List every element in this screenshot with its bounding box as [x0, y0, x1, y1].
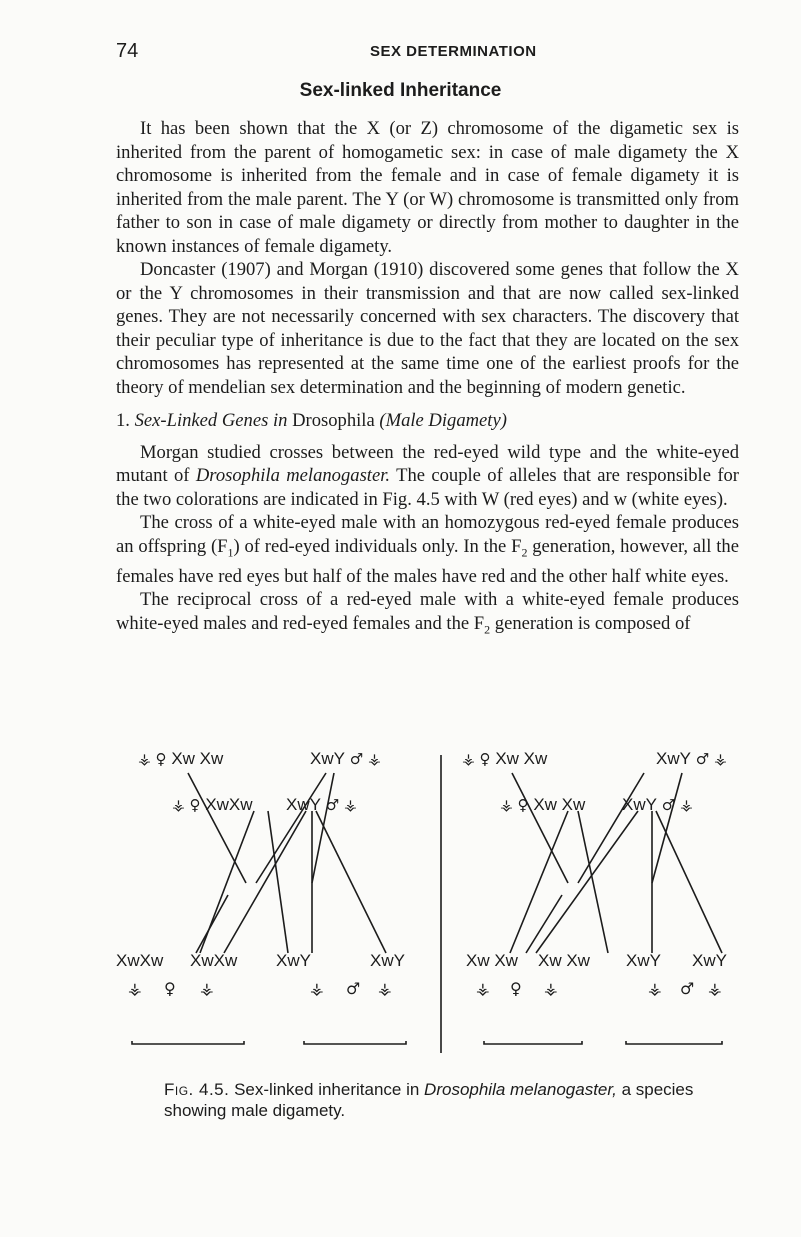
eye-icon: ⚶ [713, 750, 727, 768]
right-f2-genotype-1: Xw Xw [466, 951, 518, 970]
right-f2-genotype-4: XwY [692, 951, 727, 970]
p3-text-a: Morgan studied crosses between the red-eyed wild type and the white-eyed mutant of [116, 441, 739, 486]
eye-icon: ⚶ [343, 796, 357, 814]
subsection-number: 1. [116, 410, 130, 431]
female-symbol: ♀ [479, 750, 491, 768]
p4-text-c: generation, however, all the females have red eyes but half of the males have red and the other half white eyes. [116, 535, 739, 587]
left-f2-genotype-2: XwXw [190, 951, 238, 970]
eye-icon: ⚶ [476, 979, 490, 998]
right-f1-male-genotype: XwY [622, 795, 657, 814]
subsection-title-b: Drosophila [292, 410, 375, 431]
p5-text-a: The reciprocal cross of a red-eyed male with a white-eyed female produces white-eyed males and red-eyed females and the F [116, 589, 739, 634]
caption-text-b: a species showing male digamety. [164, 1080, 694, 1120]
eye-icon: ⚶ [128, 979, 142, 998]
subsection-title-a: Sex-Linked Genes in [134, 410, 288, 431]
male-symbol: ♂ [661, 796, 676, 814]
left-f2-genotype-3: XwY [276, 951, 311, 970]
p3-species: Drosophila melanogaster. [195, 465, 391, 486]
left-f2-genotype-4: XwY [370, 951, 405, 970]
subsection-title-c: (Male Digamety) [379, 410, 507, 431]
p4-sub-1: 1 [227, 545, 234, 560]
male-symbol: ♂ [325, 796, 340, 814]
eye-icon: ⚶ [138, 750, 151, 768]
right-parent-male [656, 749, 727, 769]
eye-icon: ⚶ [172, 796, 185, 814]
p4-sub-2: 2 [521, 545, 528, 560]
paragraph-1: It has been shown that the X (or Z) chromosome of the digametic sex is inherited from the parent of homogametic sex: in case of male digamety the X chromosome is inherited from the female and in case of female digamety it is inherited from the male parent. The Y (or W) chromosome is transmitted only from father to son in case of male digamety or directly from mother to daughter in the known instances of female digamety. [116, 118, 739, 257]
eye-icon: ⚶ [200, 979, 214, 998]
subsection-heading [116, 409, 739, 433]
eye-icon: ⚶ [500, 796, 513, 814]
eye-icon: ⚶ [544, 979, 558, 998]
paragraph-4 [116, 511, 739, 588]
right-parent-female [462, 749, 547, 769]
female-symbol: ♀ [155, 750, 167, 768]
eye-icon: ⚶ [310, 979, 324, 998]
right-parent-male-genotype: XwY [656, 749, 691, 768]
left-f1-male [286, 795, 357, 815]
p5-sub: 2 [484, 622, 491, 637]
right-f1-female [500, 795, 585, 815]
male-symbol: ♂ [695, 750, 710, 768]
female-symbol: ♀ [164, 979, 176, 998]
left-f1-female [172, 795, 253, 815]
eye-icon: ⚶ [367, 750, 381, 768]
eye-icon: ⚶ [679, 796, 693, 814]
p4-text-a: The cross of a white-eyed male with an homozygous red-eyed female produces an offspring (F [116, 512, 739, 557]
right-f2-genotype-2: Xw Xw [538, 951, 590, 970]
page-number: 74 [116, 40, 139, 62]
right-f2-genotype-3: XwY [626, 951, 661, 970]
male-symbol: ♂ [680, 979, 695, 998]
body-text [116, 117, 739, 642]
right-panel [446, 749, 739, 1065]
left-f1-male-genotype: XwY [286, 795, 321, 814]
left-f1-female-genotype: XwXw [205, 795, 253, 814]
p5-text-b: generation is composed of [494, 612, 691, 634]
caption-species: Drosophila melanogaster, [424, 1080, 617, 1099]
section-title: Sex-linked Inheritance [299, 80, 502, 101]
right-f1-male [622, 795, 693, 815]
right-f1-female-genotype: Xw Xw [533, 795, 586, 814]
female-symbol: ♀ [517, 796, 529, 814]
left-f2-genotype-1: XwXw [116, 951, 164, 970]
left-parent-female-genotype: Xw Xw [171, 749, 224, 768]
male-symbol: ♂ [349, 750, 364, 768]
caption-text-a: Sex-linked inheritance in [234, 1080, 420, 1099]
left-parent-male-genotype: XwY [310, 749, 345, 768]
female-symbol: ♀ [510, 979, 522, 998]
running-head: SEX DETERMINATION [370, 43, 537, 60]
eye-icon: ⚶ [378, 979, 392, 998]
right-parent-female-genotype: Xw Xw [495, 749, 548, 768]
left-parent-female [138, 749, 223, 769]
left-parent-male [310, 749, 381, 769]
eye-icon: ⚶ [708, 979, 722, 998]
paragraph-2: Doncaster (1907) and Morgan (1910) discovered some genes that follow the X or the Y chromosomes in their transmission and that are now called sex-linked genes. They are not necessarily concerned with sex characters. The discovery that their peculiar type of inheritance is due to the fact that they are located on the sex chromosomes has represented at the same time one of the earliest proofs for the theory of mendelian sex determination and the beginning of modern genetic. [116, 259, 739, 398]
caption-label: Fig. 4.5. [164, 1080, 230, 1099]
figure-caption [164, 1079, 739, 1121]
eye-icon: ⚶ [648, 979, 662, 998]
p3-text-b: The couple of alleles that are responsible for the two colorations are indicated in Fig. 4.5 with W (red eyes) and w (white eyes). [116, 465, 740, 510]
figure-4-5 [116, 749, 739, 1065]
left-panel [116, 749, 441, 1065]
eye-icon: ⚶ [462, 750, 475, 768]
paragraph-3 [116, 441, 739, 512]
paragraph-5 [116, 588, 739, 642]
female-symbol: ♀ [189, 796, 201, 814]
p4-text-b: ) of red-eyed individuals only. In the F [233, 535, 522, 557]
male-symbol: ♂ [346, 979, 361, 998]
